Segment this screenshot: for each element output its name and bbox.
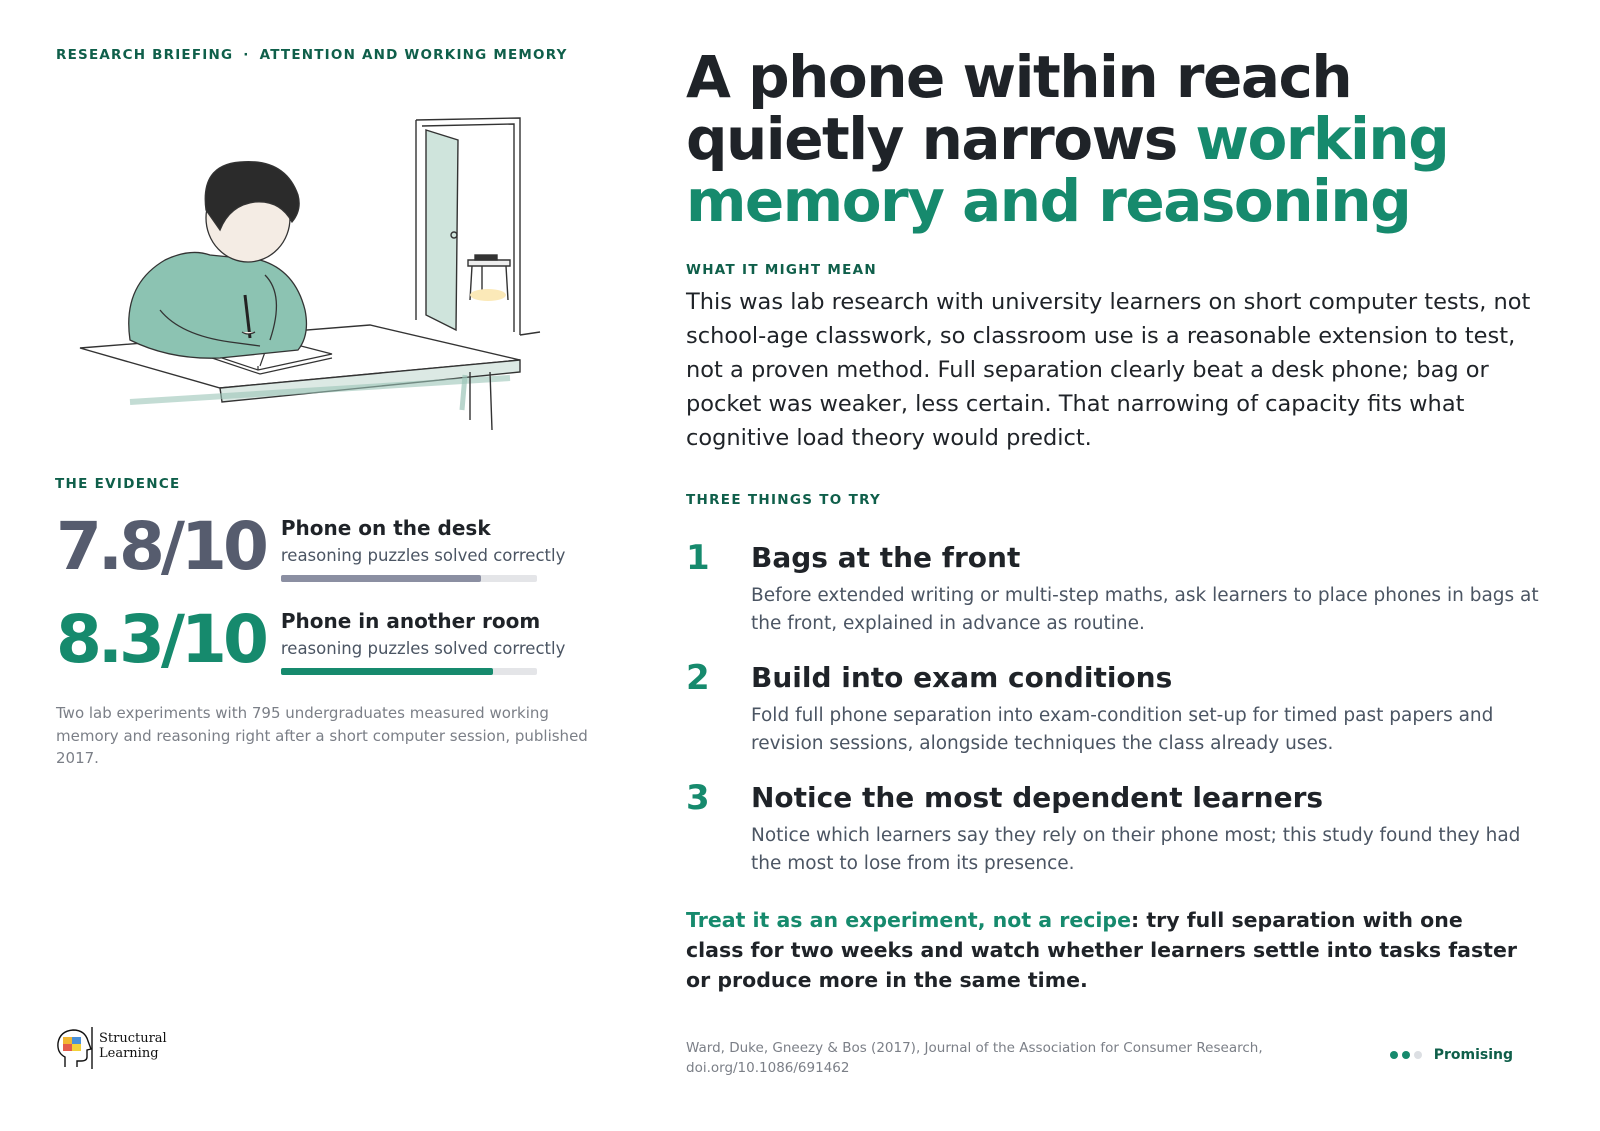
stat-title: Phone on the desk: [280, 516, 491, 540]
kicker-right: ATTENTION AND WORKING MEMORY: [259, 47, 568, 63]
callout: [686, 905, 1526, 995]
try-item: [686, 538, 1546, 658]
try-title: Bags at the front: [751, 541, 1021, 574]
stat-bar-fill: [281, 668, 493, 675]
try-number: 1: [686, 538, 710, 578]
rating-dot: [1414, 1051, 1422, 1059]
kicker-left: RESEARCH BRIEFING: [56, 47, 234, 63]
stat-subtitle: reasoning puzzles solved correctly: [280, 546, 566, 565]
stat-value: 8.3/10: [56, 601, 265, 678]
stat-phone-desk: [56, 508, 566, 585]
headline-main: A phone within reach quietly narrows: [686, 43, 1352, 173]
page-title: [686, 43, 1566, 235]
structural-learning-logo: [55, 1027, 175, 1071]
stat-title: Phone in another room: [280, 609, 541, 633]
stat-bar-fill: [281, 575, 481, 582]
try-number: 3: [686, 778, 710, 818]
try-description: Before extended writing or multi-step maths, ask learners to place phones in bags at the front, explained in advance as routine.: [751, 585, 1539, 634]
rating-dot: [1402, 1051, 1410, 1059]
kicker: [56, 47, 568, 63]
stat-bar: [281, 575, 537, 582]
meaning-text: This was lab research with university learners on short computer tests, not school-age classwork, so classroom use is a reasonable extension to test, not a proven method. Full separation clearly beat a desk phone; bag or pocket was weaker, less certain. That narrowing of capacity fits what cognitive load theory would predict.: [686, 289, 1531, 451]
meaning-label: WHAT IT MIGHT MEAN: [686, 262, 877, 278]
headline-accent: working memory and reasoning: [686, 105, 1449, 235]
citation: Ward, Duke, Gneezy & Bos (2017), Journal of the Association for Consumer Research, doi.org/10.1086/691462: [686, 1040, 1263, 1076]
try-item: [686, 778, 1546, 898]
student-icon: [129, 162, 307, 359]
student-studying-illustration: [70, 110, 570, 450]
try-description: Fold full phone separation into exam-condition set-up for timed past papers and revision sessions, alongside techniques the class already uses.: [751, 705, 1494, 754]
tries-label: THREE THINGS TO TRY: [686, 492, 882, 508]
evidence-label: THE EVIDENCE: [55, 476, 181, 492]
stat-phone-other-room: [56, 601, 566, 678]
callout-lead: Treat it as an experiment, not a recipe: [686, 908, 1131, 932]
logo-line2: Learning: [99, 1046, 159, 1061]
evidence-note: Two lab experiments with 795 undergraduates measured working memory and reasoning right after a short computer session, published 2017.: [56, 704, 588, 767]
logo-divider: [91, 1027, 95, 1071]
try-title: Build into exam conditions: [751, 661, 1173, 694]
head-logo-icon: [55, 1027, 95, 1071]
try-number: 2: [686, 658, 710, 698]
callout-rest: : try full separation with one class for two weeks and watch whether learners settle into tasks faster or produce more in the same time.: [686, 908, 1517, 992]
rating-dot: [1390, 1051, 1398, 1059]
stat-subtitle: reasoning puzzles solved correctly: [280, 639, 566, 658]
rating-label: Promising: [1433, 1047, 1513, 1063]
try-item: [686, 658, 1546, 778]
stat-bar: [281, 668, 537, 675]
try-title: Notice the most dependent learners: [751, 781, 1324, 814]
kicker-separator: ·: [243, 47, 250, 63]
evidence-rating: [1390, 1047, 1513, 1063]
door-icon: [416, 118, 540, 335]
stat-value: 7.8/10: [56, 508, 265, 585]
logo-wordmark: [99, 1031, 167, 1061]
try-list: [686, 538, 1546, 898]
logo-line1: Structural: [99, 1031, 167, 1046]
try-description: Notice which learners say they rely on their phone most; this study found they had the most to lose from its presence.: [751, 825, 1521, 874]
